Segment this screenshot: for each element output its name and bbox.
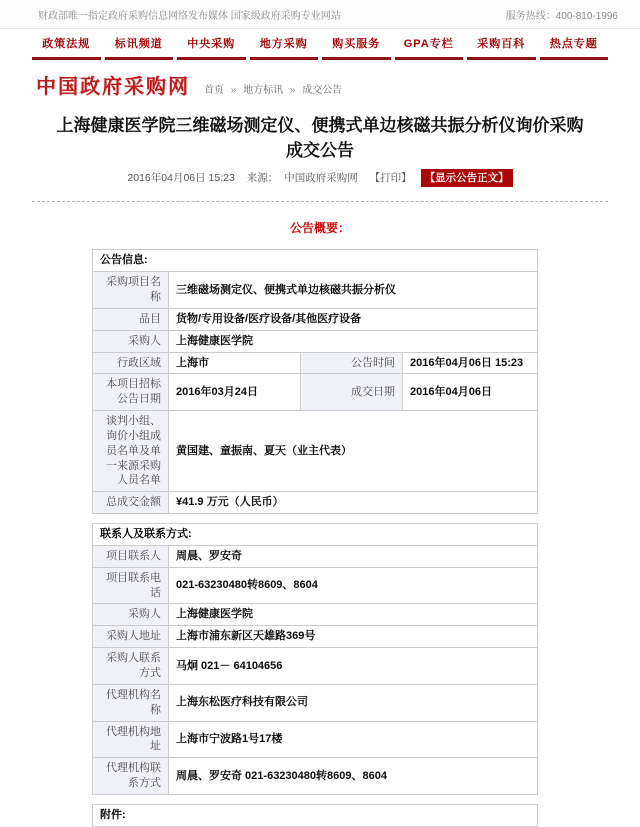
field-value-cell: 上海市 xyxy=(169,352,301,374)
table-row xyxy=(93,492,538,514)
page-title: 上海健康医学院三维磁场测定仪、便携式单边核磁共振分析仪询价采购成交公告 xyxy=(56,116,584,160)
table-row xyxy=(93,330,538,352)
field-label-cell: 谈判小组、询价小组成员名单及单一来源采购人员名单 xyxy=(93,411,169,492)
table-row xyxy=(93,804,538,826)
site-logo[interactable]: 中国政府采购网 xyxy=(36,76,190,98)
logo-row xyxy=(36,70,640,99)
nav-item-hot-topics[interactable]: 热点专题 xyxy=(540,35,609,60)
table-row xyxy=(93,721,538,758)
table-row xyxy=(93,758,538,795)
field-value-cell: 上海健康医学院 xyxy=(169,330,538,352)
table-row xyxy=(93,250,538,272)
nav-item-procurement-wiki[interactable]: 采购百科 xyxy=(467,35,536,60)
field-value-cell: 黄国建、童振南、夏天（业主代表） xyxy=(169,411,538,492)
table-row xyxy=(93,684,538,721)
table-row xyxy=(93,272,538,309)
tables-container xyxy=(0,249,640,826)
field-value-cell: 货物/专用设备/医疗设备/其他医疗设备 xyxy=(169,308,538,330)
nav-item-central-procurement[interactable]: 中央采购 xyxy=(177,35,246,60)
breadcrumb-local-tenders[interactable]: 地方标讯 xyxy=(243,85,284,96)
field-label-cell: 采购人联系方式 xyxy=(93,648,169,685)
nav-item-tender-channel[interactable]: 标讯频道 xyxy=(105,35,174,60)
field-label-cell: 采购人 xyxy=(93,330,169,352)
table-row xyxy=(93,648,538,685)
nav-item-gpa-column[interactable]: GPA专栏 xyxy=(395,35,464,60)
table-row xyxy=(93,626,538,648)
nav-item-local-procurement[interactable]: 地方采购 xyxy=(250,35,319,60)
site-slogan: 财政部唯一指定政府采购信息网络发布媒体 国家级政府采购专业网站 xyxy=(38,11,341,22)
field-label-cell: 采购项目名称 xyxy=(93,272,169,309)
nav-item-policy[interactable]: 政策法规 xyxy=(32,35,101,60)
field-value-cell: 2016年03月24日 xyxy=(169,374,301,411)
field-label-cell: 本项目招标公告日期 xyxy=(93,374,169,411)
field-value-cell: 上海市宁波路1号17楼 xyxy=(169,721,538,758)
field-value-cell: 周晨、罗安奇 021-63230480转8609、8604 xyxy=(169,758,538,795)
table-row xyxy=(93,352,538,374)
field-value-cell: 2016年04月06日 15:23 xyxy=(403,352,538,374)
publish-datetime: 2016年04月06日 15:23 xyxy=(127,172,235,185)
field-value-cell: ¥41.9 万元（人民币） xyxy=(169,492,538,514)
section-header-cell: 附件: xyxy=(93,804,538,826)
source-value: 中国政府采购网 xyxy=(284,172,358,185)
field-label-cell: 项目联系人 xyxy=(93,545,169,567)
field-value-cell: 马炯 021－ 64104656 xyxy=(169,648,538,685)
field-label-cell: 采购人地址 xyxy=(93,626,169,648)
table-row xyxy=(93,524,538,546)
table-row xyxy=(93,567,538,604)
field-value-cell: 周晨、罗安奇 xyxy=(169,545,538,567)
field-label-cell: 总成交金额 xyxy=(93,492,169,514)
section-header-cell: 联系人及联系方式: xyxy=(93,524,538,546)
breadcrumb-separator-icon: » xyxy=(289,85,296,96)
announcement-info-table xyxy=(92,249,538,514)
article-meta xyxy=(0,169,640,187)
field-label-cell: 采购人 xyxy=(93,604,169,626)
field-value-cell: 上海市浦东新区天雄路369号 xyxy=(169,626,538,648)
source-label: 来源： xyxy=(246,172,279,185)
breadcrumb-home[interactable]: 首页 xyxy=(204,85,224,96)
breadcrumb-award-notice: 成交公告 xyxy=(302,85,343,96)
field-label-cell: 代理机构地址 xyxy=(93,721,169,758)
field-label-cell: 项目联系电话 xyxy=(93,567,169,604)
field-label-cell: 代理机构名称 xyxy=(93,684,169,721)
overview-heading: 公告概要： xyxy=(289,221,350,236)
field-label-cell: 品目 xyxy=(93,308,169,330)
attachment-table xyxy=(92,804,538,827)
field-value-cell: 上海健康医学院 xyxy=(169,604,538,626)
table-row xyxy=(93,545,538,567)
main-nav xyxy=(30,35,610,60)
source-line xyxy=(244,172,361,184)
nav-item-purchase-services[interactable]: 购买服务 xyxy=(322,35,391,60)
dashed-divider xyxy=(32,201,608,202)
table-row xyxy=(93,374,538,411)
service-hotline: 服务热线：400-810-1996 xyxy=(505,11,618,22)
print-button[interactable]: 【打印】 xyxy=(369,172,412,185)
top-utility-bar xyxy=(0,0,640,29)
section-header-cell: 公告信息: xyxy=(93,250,538,272)
show-fulltext-button[interactable]: 【显示公告正文】 xyxy=(421,169,513,187)
contact-info-table xyxy=(92,523,538,795)
breadcrumb-separator-icon: » xyxy=(230,85,237,96)
field-label-cell: 成交日期 xyxy=(301,374,403,411)
field-label-cell: 代理机构联系方式 xyxy=(93,758,169,795)
field-value-cell: 021-63230480转8609、8604 xyxy=(169,567,538,604)
table-row xyxy=(93,411,538,492)
table-row xyxy=(93,604,538,626)
field-value-cell: 上海东松医疗科技有限公司 xyxy=(169,684,538,721)
field-value-cell: 三维磁场测定仪、便携式单边核磁共振分析仪 xyxy=(169,272,538,309)
breadcrumb xyxy=(204,81,342,96)
field-label-cell: 公告时间 xyxy=(301,352,403,374)
field-value-cell: 2016年04月06日 xyxy=(403,374,538,411)
table-row xyxy=(93,308,538,330)
field-label-cell: 行政区域 xyxy=(93,352,169,374)
